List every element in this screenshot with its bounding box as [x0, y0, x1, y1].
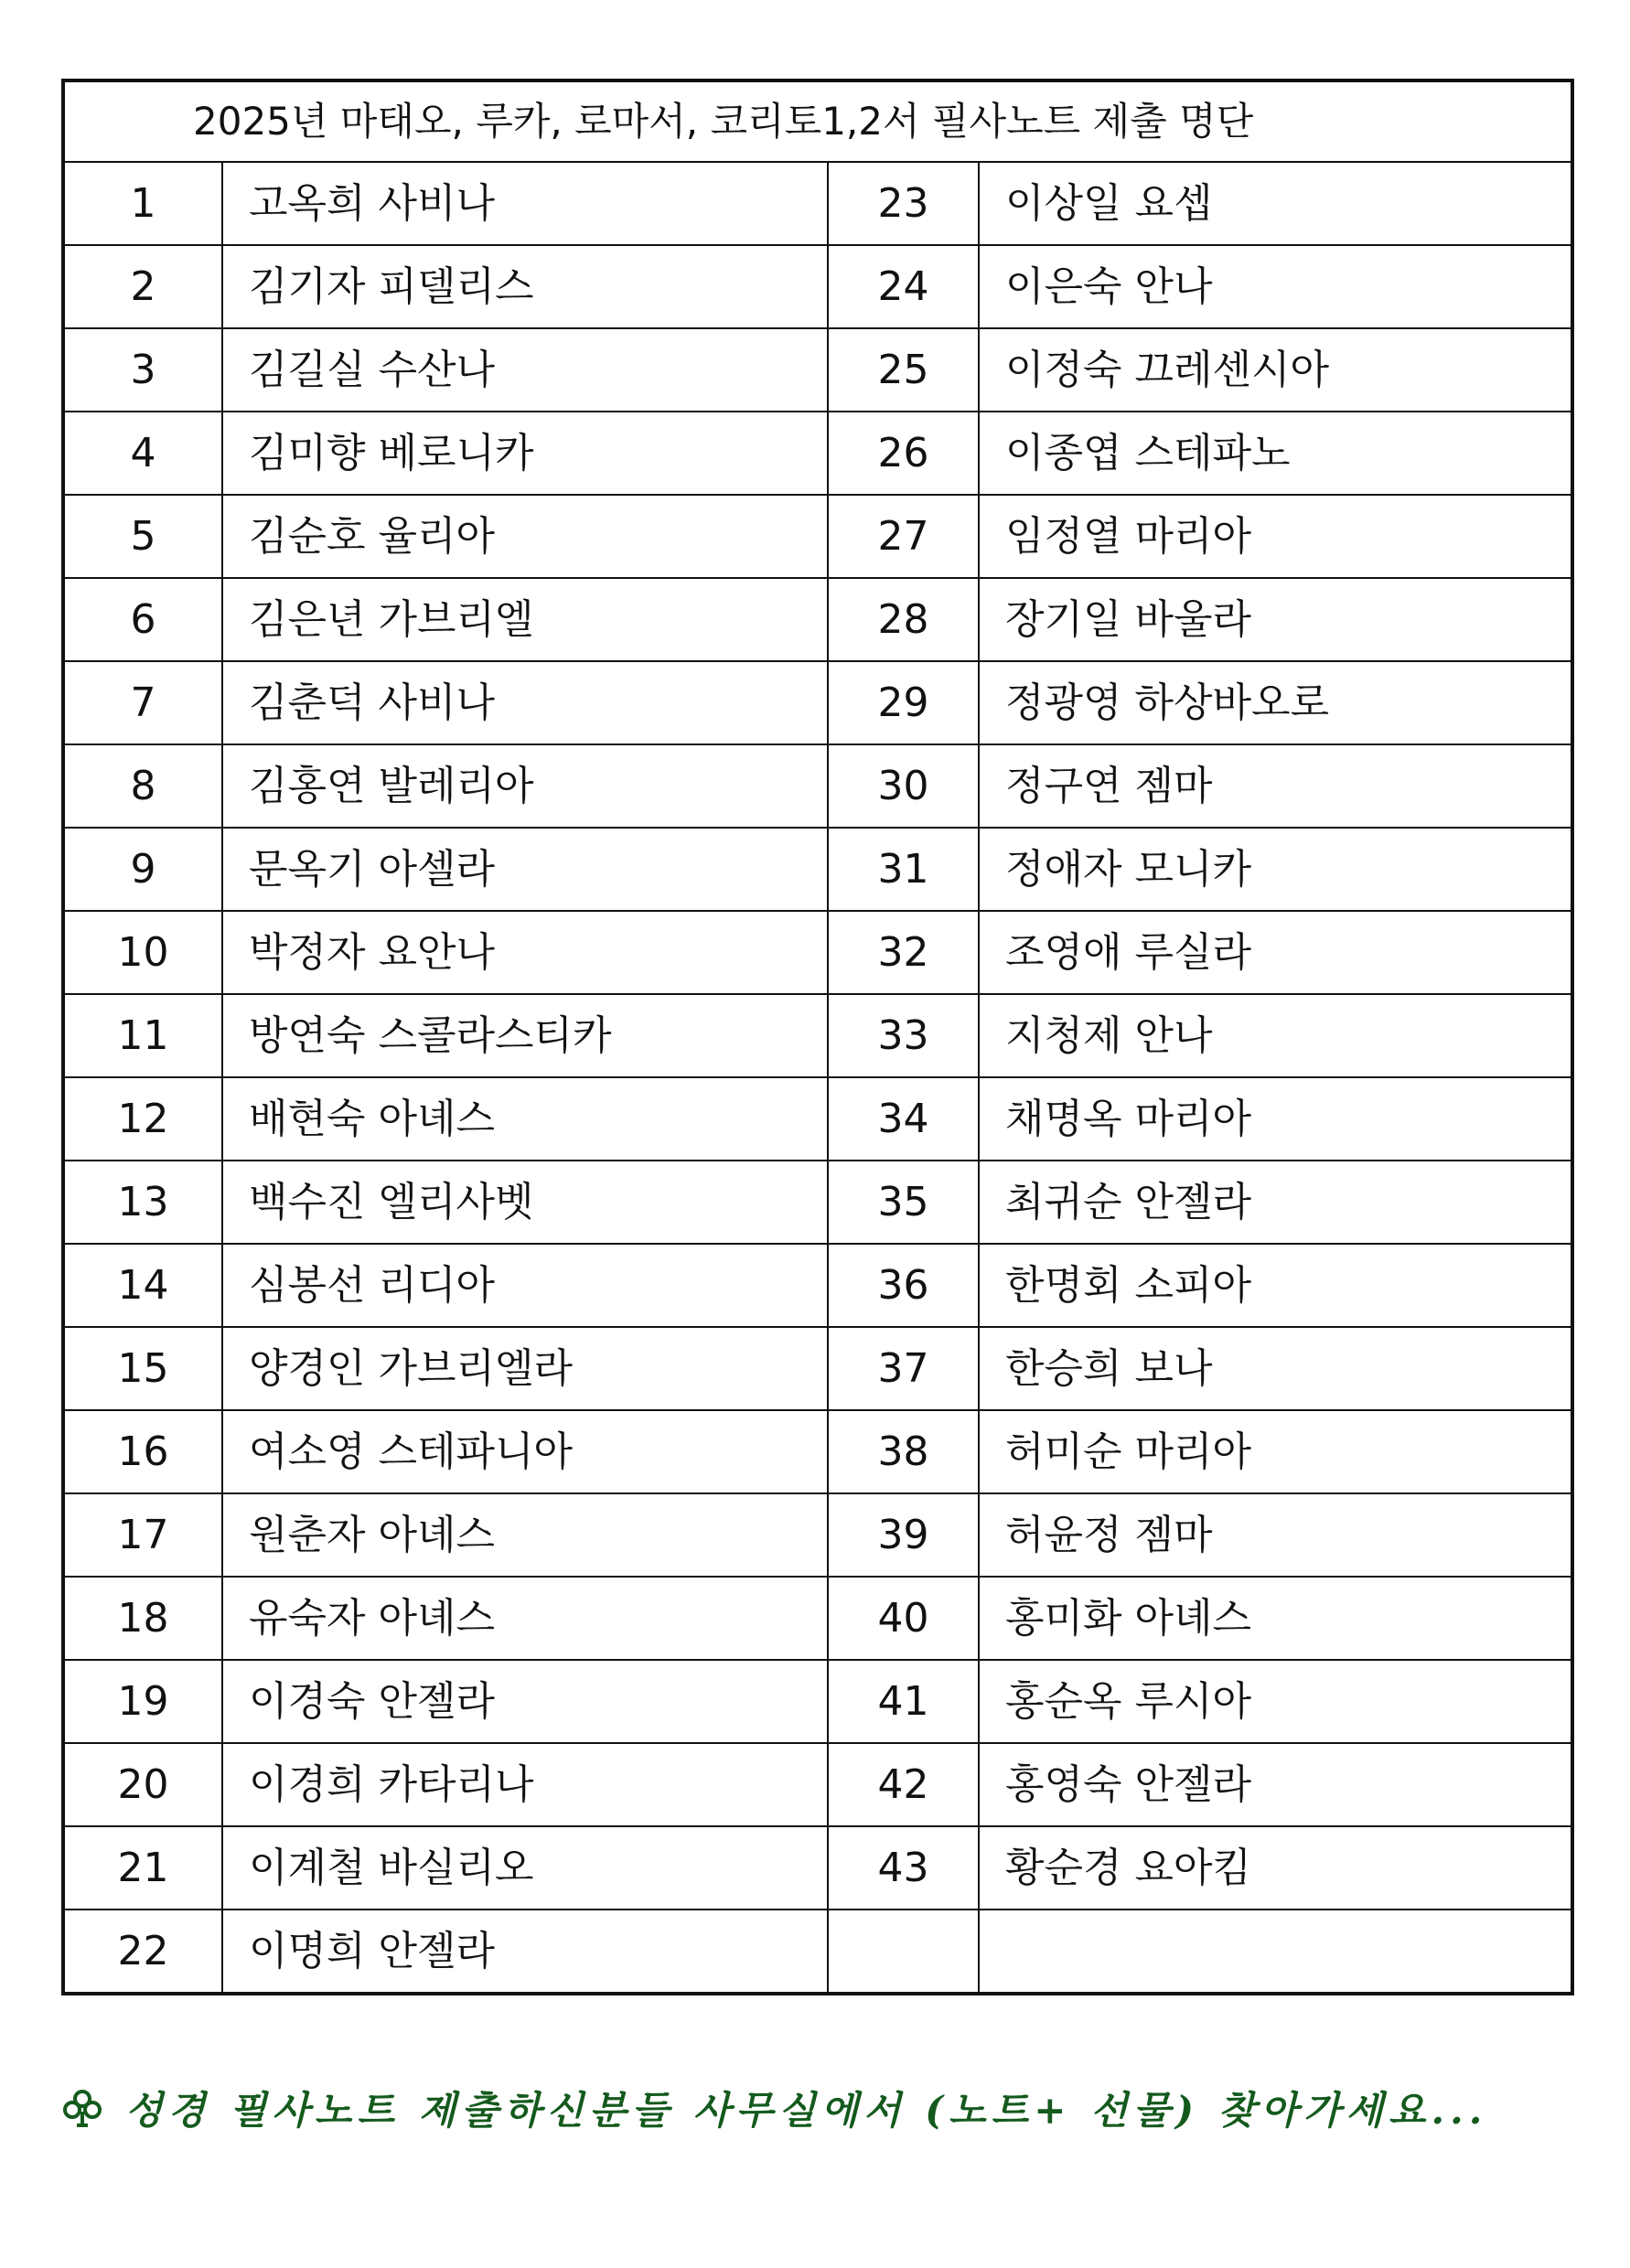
member-number: 25	[828, 328, 979, 412]
member-number: 17	[63, 1493, 222, 1577]
member-name: 이은숙 안나	[979, 245, 1572, 328]
table-row	[63, 1161, 1572, 1244]
member-name: 정구연 젬마	[979, 744, 1572, 828]
member-number: 7	[63, 661, 222, 744]
table-row	[63, 412, 1572, 495]
title-row	[63, 80, 1572, 162]
member-number: 32	[828, 911, 979, 994]
member-number: 24	[828, 245, 979, 328]
table-row	[63, 495, 1572, 578]
member-name: 김은년 가브리엘	[222, 578, 828, 661]
member-name: 심봉선 리디아	[222, 1244, 828, 1327]
member-number: 4	[63, 412, 222, 495]
member-number: 34	[828, 1077, 979, 1161]
member-name: 문옥기 아셀라	[222, 828, 828, 911]
member-number: 16	[63, 1410, 222, 1493]
member-name: 장기일 바울라	[979, 578, 1572, 661]
member-number	[828, 1910, 979, 1994]
member-name: 이정숙 끄레센시아	[979, 328, 1572, 412]
member-number: 5	[63, 495, 222, 578]
member-name: 박정자 요안나	[222, 911, 828, 994]
member-name: 이계철 바실리오	[222, 1826, 828, 1910]
member-number: 26	[828, 412, 979, 495]
member-name: 임정열 마리아	[979, 495, 1572, 578]
member-number: 31	[828, 828, 979, 911]
member-number: 41	[828, 1660, 979, 1743]
member-number: 33	[828, 994, 979, 1077]
table-row	[63, 1743, 1572, 1826]
member-number: 30	[828, 744, 979, 828]
member-name: 김춘덕 사비나	[222, 661, 828, 744]
member-name: 정광영 하상바오로	[979, 661, 1572, 744]
table-row	[63, 1910, 1572, 1994]
page-title: 2025년 마태오, 루카, 로마서, 코리토1,2서 필사노트 제출 명단	[63, 80, 1572, 162]
member-number: 6	[63, 578, 222, 661]
member-name: 이경숙 안젤라	[222, 1660, 828, 1743]
member-name: 최귀순 안젤라	[979, 1161, 1572, 1244]
member-number: 40	[828, 1577, 979, 1660]
member-number: 10	[63, 911, 222, 994]
member-number: 20	[63, 1743, 222, 1826]
table-row	[63, 1410, 1572, 1493]
roster-body	[63, 80, 1572, 1994]
member-number: 37	[828, 1327, 979, 1410]
member-number: 38	[828, 1410, 979, 1493]
member-name: 황순경 요아킴	[979, 1826, 1572, 1910]
member-name	[979, 1910, 1572, 1994]
member-number: 8	[63, 744, 222, 828]
table-row	[63, 1077, 1572, 1161]
table-row	[63, 744, 1572, 828]
member-name: 고옥희 사비나	[222, 162, 828, 245]
table-row	[63, 1660, 1572, 1743]
member-number: 9	[63, 828, 222, 911]
member-number: 1	[63, 162, 222, 245]
member-name: 방연숙 스콜라스티카	[222, 994, 828, 1077]
member-name: 유숙자 아녜스	[222, 1577, 828, 1660]
table-row	[63, 828, 1572, 911]
member-number: 39	[828, 1493, 979, 1577]
member-name: 허미순 마리아	[979, 1410, 1572, 1493]
member-name: 허윤정 젬마	[979, 1493, 1572, 1577]
member-number: 2	[63, 245, 222, 328]
notice-text: 성경 필사노트 제출하신분들 사무실에서 (노트+ 선물) 찾아가세요...	[125, 2088, 1488, 2133]
member-name: 백수진 엘리사벳	[222, 1161, 828, 1244]
table-row	[63, 994, 1572, 1077]
member-name: 김순호 율리아	[222, 495, 828, 578]
member-name: 홍미화 아녜스	[979, 1577, 1572, 1660]
table-row	[63, 578, 1572, 661]
member-number: 22	[63, 1910, 222, 1994]
member-number: 12	[63, 1077, 222, 1161]
member-name: 지청제 안나	[979, 994, 1572, 1077]
member-name: 김미향 베로니카	[222, 412, 828, 495]
member-name: 한명회 소피아	[979, 1244, 1572, 1327]
member-name: 이상일 요셉	[979, 162, 1572, 245]
table-row	[63, 911, 1572, 994]
member-name: 홍영숙 안젤라	[979, 1743, 1572, 1826]
member-name: 채명옥 마리아	[979, 1077, 1572, 1161]
member-number: 3	[63, 328, 222, 412]
member-name: 이종엽 스테파노	[979, 412, 1572, 495]
table-row	[63, 162, 1572, 245]
member-number: 35	[828, 1161, 979, 1244]
member-name: 정애자 모니카	[979, 828, 1572, 911]
table-row	[63, 245, 1572, 328]
member-number: 28	[828, 578, 979, 661]
member-number: 18	[63, 1577, 222, 1660]
club-icon	[61, 2087, 103, 2129]
table-row	[63, 661, 1572, 744]
member-number: 42	[828, 1743, 979, 1826]
member-name: 김기자 피델리스	[222, 245, 828, 328]
table-row	[63, 1493, 1572, 1577]
member-number: 14	[63, 1244, 222, 1327]
member-name: 이명희 안젤라	[222, 1910, 828, 1994]
table-row	[63, 1327, 1572, 1410]
member-number: 23	[828, 162, 979, 245]
roster-table	[61, 79, 1574, 1995]
member-number: 15	[63, 1327, 222, 1410]
member-name: 여소영 스테파니아	[222, 1410, 828, 1493]
member-number: 19	[63, 1660, 222, 1743]
notice-line	[61, 2076, 1571, 2140]
member-name: 조영애 루실라	[979, 911, 1572, 994]
member-number: 29	[828, 661, 979, 744]
member-name: 배현숙 아녜스	[222, 1077, 828, 1161]
member-name: 이경희 카타리나	[222, 1743, 828, 1826]
member-number: 43	[828, 1826, 979, 1910]
table-row	[63, 328, 1572, 412]
member-name: 한승희 보나	[979, 1327, 1572, 1410]
table-row	[63, 1244, 1572, 1327]
member-number: 11	[63, 994, 222, 1077]
member-name: 홍순옥 루시아	[979, 1660, 1572, 1743]
member-number: 21	[63, 1826, 222, 1910]
member-name: 김홍연 발레리아	[222, 744, 828, 828]
member-number: 36	[828, 1244, 979, 1327]
member-name: 김길실 수산나	[222, 328, 828, 412]
member-number: 27	[828, 495, 979, 578]
table-row	[63, 1577, 1572, 1660]
member-number: 13	[63, 1161, 222, 1244]
member-name: 양경인 가브리엘라	[222, 1327, 828, 1410]
table-row	[63, 1826, 1572, 1910]
member-name: 원춘자 아녜스	[222, 1493, 828, 1577]
